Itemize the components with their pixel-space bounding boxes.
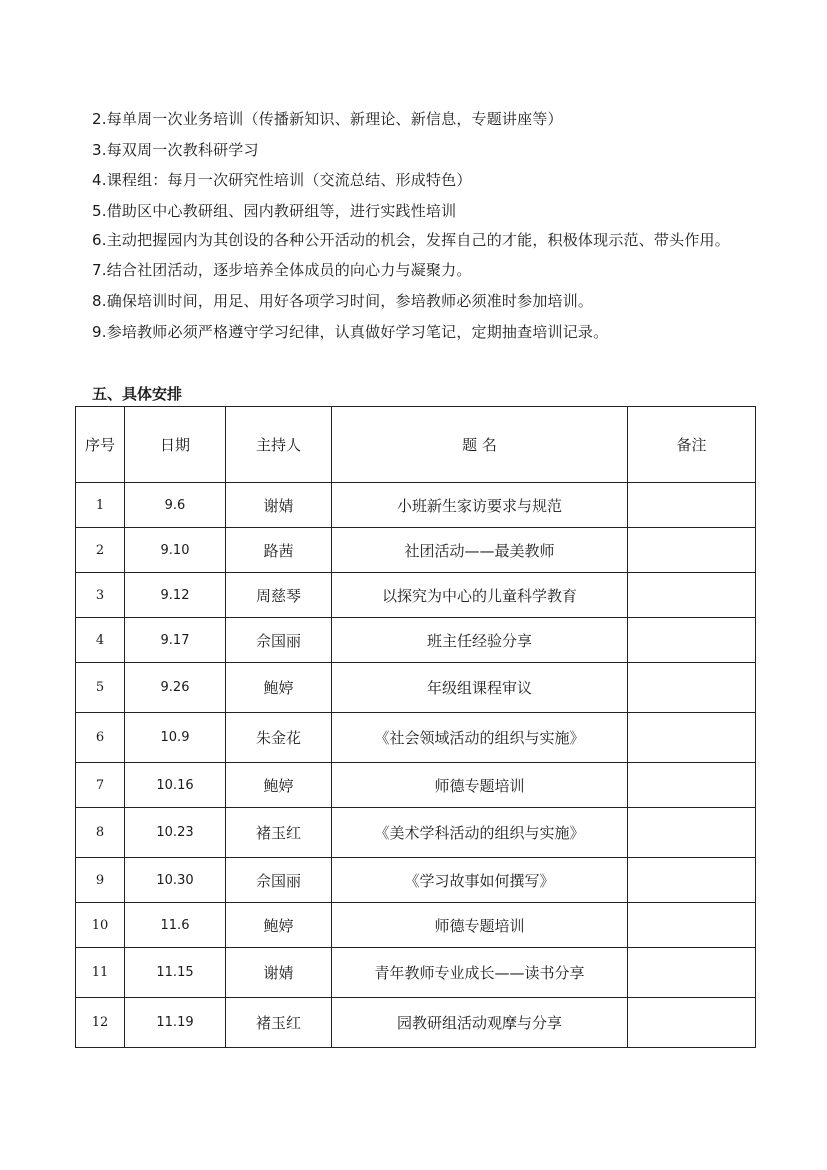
cell-note xyxy=(628,808,756,858)
cell-title: 《学习故事如何撰写》 xyxy=(332,858,628,903)
cell-host: 朱金花 xyxy=(226,713,332,763)
table-header-row xyxy=(76,407,756,483)
cell-title: 以探究为中心的儿童科学教育 xyxy=(332,573,628,618)
cell-no: 4 xyxy=(76,618,125,663)
header-title: 题 名 xyxy=(332,407,628,483)
cell-note xyxy=(628,618,756,663)
cell-title: 青年教师专业成长——读书分享 xyxy=(332,948,628,998)
table-row xyxy=(76,998,756,1048)
table-row xyxy=(76,573,756,618)
cell-host: 谢婧 xyxy=(226,948,332,998)
list-item: 7.结合社团活动，逐步培养全体成员的向心力与凝聚力。 xyxy=(92,261,472,280)
cell-no: 11 xyxy=(76,948,125,998)
cell-date: 9.6 xyxy=(125,483,226,528)
cell-note xyxy=(628,483,756,528)
cell-date: 9.26 xyxy=(125,663,226,713)
table-row xyxy=(76,528,756,573)
table-row xyxy=(76,483,756,528)
list-item: 5.借助区中心教研组、园内教研组等，进行实践性培训 xyxy=(92,201,457,220)
cell-note xyxy=(628,573,756,618)
cell-note xyxy=(628,528,756,573)
cell-date: 10.30 xyxy=(125,858,226,903)
cell-title: 小班新生家访要求与规范 xyxy=(332,483,628,528)
list-item: 8.确保培训时间，用足、用好各项学习时间，参培教师必须准时参加培训。 xyxy=(92,291,594,310)
cell-no: 10 xyxy=(76,903,125,948)
cell-title: 《美术学科活动的组织与实施》 xyxy=(332,808,628,858)
list-item: 6.主动把握园内为其创设的各种公开活动的机会，发挥自己的才能，积极体现示范、带头作用。 xyxy=(92,231,730,250)
cell-title: 师德专题培训 xyxy=(332,903,628,948)
cell-no: 9 xyxy=(76,858,125,903)
cell-date: 11.6 xyxy=(125,903,226,948)
cell-no: 2 xyxy=(76,528,125,573)
cell-note xyxy=(628,858,756,903)
cell-note xyxy=(628,713,756,763)
list-item: 9.参培教师必须严格遵守学习纪律，认真做好学习笔记，定期抽查培训记录。 xyxy=(92,322,609,341)
cell-title: 园教研组活动观摩与分享 xyxy=(332,998,628,1048)
cell-host: 周慈琴 xyxy=(226,573,332,618)
cell-host: 路茜 xyxy=(226,528,332,573)
cell-host: 鲍婷 xyxy=(226,903,332,948)
list-item: 3.每双周一次教科研学习 xyxy=(92,140,259,159)
cell-note xyxy=(628,948,756,998)
training-list xyxy=(75,104,755,347)
cell-no: 1 xyxy=(76,483,125,528)
cell-host: 鲍婷 xyxy=(226,663,332,713)
cell-host: 谢婧 xyxy=(226,483,332,528)
cell-host: 鲍婷 xyxy=(226,763,332,808)
cell-date: 9.17 xyxy=(125,618,226,663)
cell-note xyxy=(628,763,756,808)
cell-title: 班主任经验分享 xyxy=(332,618,628,663)
cell-date: 10.23 xyxy=(125,808,226,858)
cell-date: 9.10 xyxy=(125,528,226,573)
list-item: 2.每单周一次业务培训（传播新知识、新理论、新信息，专题讲座等） xyxy=(92,110,563,128)
cell-no: 6 xyxy=(76,713,125,763)
cell-no: 3 xyxy=(76,573,125,618)
cell-date: 11.19 xyxy=(125,998,226,1048)
cell-no: 5 xyxy=(76,663,125,713)
cell-host: 褚玉红 xyxy=(226,808,332,858)
cell-date: 10.16 xyxy=(125,763,226,808)
table-row xyxy=(76,903,756,948)
list-item: 4.课程组：每月一次研究性培训（交流总结、形成特色） xyxy=(92,171,472,190)
table-row xyxy=(76,713,756,763)
cell-no: 8 xyxy=(76,808,125,858)
table-row xyxy=(76,663,756,713)
cell-title: 师德专题培训 xyxy=(332,763,628,808)
cell-note xyxy=(628,663,756,713)
table-row xyxy=(76,948,756,998)
cell-title: 年级组课程审议 xyxy=(332,663,628,713)
schedule-table xyxy=(75,406,756,1048)
header-date: 日期 xyxy=(125,407,226,483)
cell-note xyxy=(628,998,756,1048)
section-title: 五、具体安排 xyxy=(92,385,183,403)
cell-title: 社团活动——最美教师 xyxy=(332,528,628,573)
cell-no: 12 xyxy=(76,998,125,1048)
cell-date: 10.9 xyxy=(125,713,226,763)
table-row xyxy=(76,858,756,903)
cell-host: 佘国丽 xyxy=(226,618,332,663)
cell-host: 褚玉红 xyxy=(226,998,332,1048)
table-row xyxy=(76,808,756,858)
cell-no: 7 xyxy=(76,763,125,808)
header-host: 主持人 xyxy=(226,407,332,483)
cell-title: 《社会领域活动的组织与实施》 xyxy=(332,713,628,763)
cell-date: 9.12 xyxy=(125,573,226,618)
header-no: 序号 xyxy=(76,407,125,483)
cell-host: 佘国丽 xyxy=(226,858,332,903)
header-note: 备注 xyxy=(628,407,756,483)
table-row xyxy=(76,618,756,663)
cell-note xyxy=(628,903,756,948)
table-row xyxy=(76,763,756,808)
cell-date: 11.15 xyxy=(125,948,226,998)
